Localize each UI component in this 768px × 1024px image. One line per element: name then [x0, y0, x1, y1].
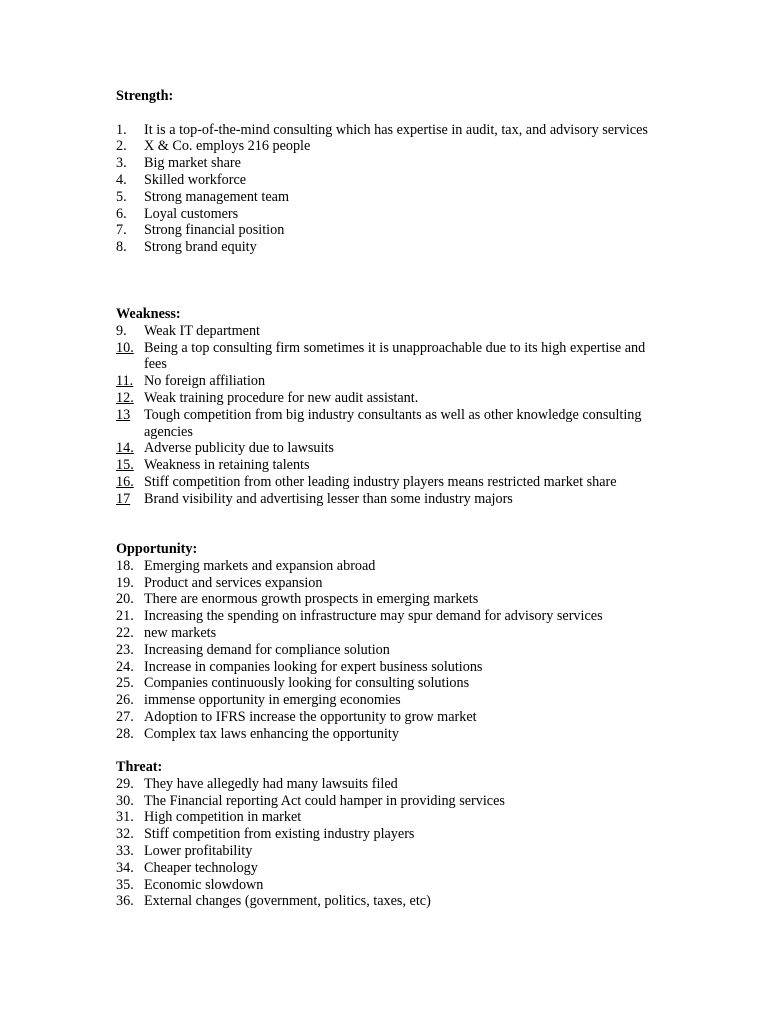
list-item — [116, 373, 756, 390]
list-item — [116, 457, 756, 474]
item-number: 21. — [116, 608, 134, 625]
item-text: Adoption to IFRS increase the opportunity to grow market — [144, 708, 477, 725]
list-item — [116, 692, 756, 709]
item-number: 27. — [116, 708, 134, 725]
list-item — [116, 809, 756, 826]
item-number: 3. — [116, 155, 127, 172]
list-item — [116, 625, 756, 642]
list-item — [116, 189, 756, 206]
item-number: 23. — [116, 641, 134, 658]
weakness-list — [116, 323, 756, 508]
item-text: Lower profitability — [144, 842, 253, 859]
item-number: 20. — [116, 591, 134, 608]
list-item — [116, 558, 756, 575]
item-text: Tough competition from big industry consultants as well as other knowledge consulting agencies — [144, 406, 642, 440]
item-number: 8. — [116, 239, 127, 256]
list-item — [116, 608, 756, 625]
item-number: 26. — [116, 692, 134, 709]
item-number: 31. — [116, 809, 134, 826]
item-text: They have allegedly had many lawsuits filed — [144, 775, 398, 792]
list-item — [116, 491, 756, 508]
item-text: Complex tax laws enhancing the opportunity — [144, 725, 399, 742]
item-text: Increasing the spending on infrastructure may spur demand for advisory services — [144, 608, 603, 625]
item-number: 34. — [116, 859, 134, 876]
list-item — [116, 877, 756, 894]
item-text: Stiff competition from existing industry players — [144, 826, 415, 843]
item-text: Being a top consulting firm sometimes it is unapproachable due to its high expertise and fees — [144, 339, 646, 373]
item-number: 29. — [116, 775, 134, 792]
opportunity-heading: Opportunity: — [116, 541, 198, 557]
item-text: It is a top-of-the-mind consulting which has expertise in audit, tax, and advisory services — [144, 121, 648, 138]
list-item — [116, 575, 756, 592]
threat-list — [116, 776, 756, 910]
list-item — [116, 122, 756, 139]
list-item — [116, 239, 756, 256]
opportunity-list — [116, 558, 756, 743]
list-item — [116, 138, 756, 155]
list-item — [116, 172, 756, 189]
list-item — [116, 793, 756, 810]
item-text: There are enormous growth prospects in emerging markets — [144, 591, 479, 608]
list-item — [116, 323, 756, 340]
strength-heading: Strength: — [116, 88, 174, 104]
item-number: 7. — [116, 222, 127, 239]
item-number: 1. — [116, 121, 127, 138]
item-text: Economic slowdown — [144, 876, 264, 893]
item-text: External changes (government, politics, taxes, etc) — [144, 893, 431, 910]
list-item — [116, 726, 756, 743]
list-item — [116, 440, 756, 457]
item-number: 33. — [116, 842, 134, 859]
item-number: 15. — [116, 457, 134, 474]
item-text: Skilled workforce — [144, 171, 247, 188]
item-number: 30. — [116, 792, 134, 809]
item-number: 19. — [116, 574, 134, 591]
item-number: 2. — [116, 138, 127, 155]
item-text: immense opportunity in emerging economies — [144, 692, 401, 709]
item-text: Adverse publicity due to lawsuits — [144, 440, 334, 457]
list-item — [116, 709, 756, 726]
item-text: No foreign affiliation — [144, 373, 266, 390]
item-number: 5. — [116, 188, 127, 205]
strength-section — [116, 88, 756, 256]
list-item — [116, 155, 756, 172]
item-number: 22. — [116, 624, 134, 641]
item-number: 9. — [116, 322, 127, 339]
list-item — [116, 893, 756, 910]
list-item — [116, 860, 756, 877]
item-text: Big market share — [144, 155, 241, 172]
item-number: 11. — [116, 373, 134, 390]
item-number: 14. — [116, 440, 134, 457]
item-number: 4. — [116, 171, 127, 188]
threat-heading: Threat: — [116, 759, 163, 775]
item-text: Weak training procedure for new audit assistant. — [144, 389, 419, 406]
item-text: new markets — [144, 624, 217, 641]
list-item — [116, 340, 756, 374]
weakness-heading: Weakness: — [116, 306, 181, 322]
list-item — [116, 642, 756, 659]
item-number: 28. — [116, 725, 134, 742]
item-number: 36. — [116, 893, 134, 910]
item-number: 13 — [116, 406, 131, 423]
list-item — [116, 222, 756, 239]
item-text: Stiff competition from other leading industry players means restricted market share — [144, 473, 617, 490]
item-text: Companies continuously looking for consulting solutions — [144, 675, 470, 692]
item-text: Loyal customers — [144, 205, 239, 222]
item-text: Weakness in retaining talents — [144, 457, 310, 474]
item-number: 24. — [116, 658, 134, 675]
item-text: Strong brand equity — [144, 239, 257, 256]
item-number: 10. — [116, 339, 134, 356]
item-text: Emerging markets and expansion abroad — [144, 557, 376, 574]
item-text: Brand visibility and advertising lesser than some industry majors — [144, 490, 513, 507]
item-text: Strong management team — [144, 188, 289, 205]
list-item — [116, 206, 756, 223]
list-item — [116, 407, 756, 441]
spacer — [116, 105, 756, 122]
list-item — [116, 591, 756, 608]
item-number: 17 — [116, 490, 131, 507]
item-number: 25. — [116, 675, 134, 692]
item-number: 12. — [116, 389, 134, 406]
item-text: The Financial reporting Act could hamper in providing services — [144, 792, 505, 809]
list-item — [116, 826, 756, 843]
item-number: 32. — [116, 826, 134, 843]
threat-section — [116, 759, 756, 910]
item-text: High competition in market — [144, 809, 302, 826]
strength-list — [116, 122, 756, 256]
item-text: Cheaper technology — [144, 859, 258, 876]
item-text: Increasing demand for compliance solution — [144, 641, 390, 658]
item-number: 35. — [116, 876, 134, 893]
item-number: 16. — [116, 473, 134, 490]
item-text: Weak IT department — [144, 322, 260, 339]
list-item — [116, 776, 756, 793]
item-number: 18. — [116, 557, 134, 574]
list-item — [116, 390, 756, 407]
list-item — [116, 675, 756, 692]
item-text: Product and services expansion — [144, 574, 323, 591]
list-item — [116, 843, 756, 860]
item-text: Strong financial position — [144, 222, 285, 239]
item-text: Increase in companies looking for expert business solutions — [144, 658, 483, 675]
item-text: X & Co. employs 216 people — [144, 138, 311, 155]
list-item — [116, 659, 756, 676]
weakness-section — [116, 306, 756, 508]
list-item — [116, 474, 756, 491]
opportunity-section — [116, 541, 756, 743]
item-number: 6. — [116, 205, 127, 222]
